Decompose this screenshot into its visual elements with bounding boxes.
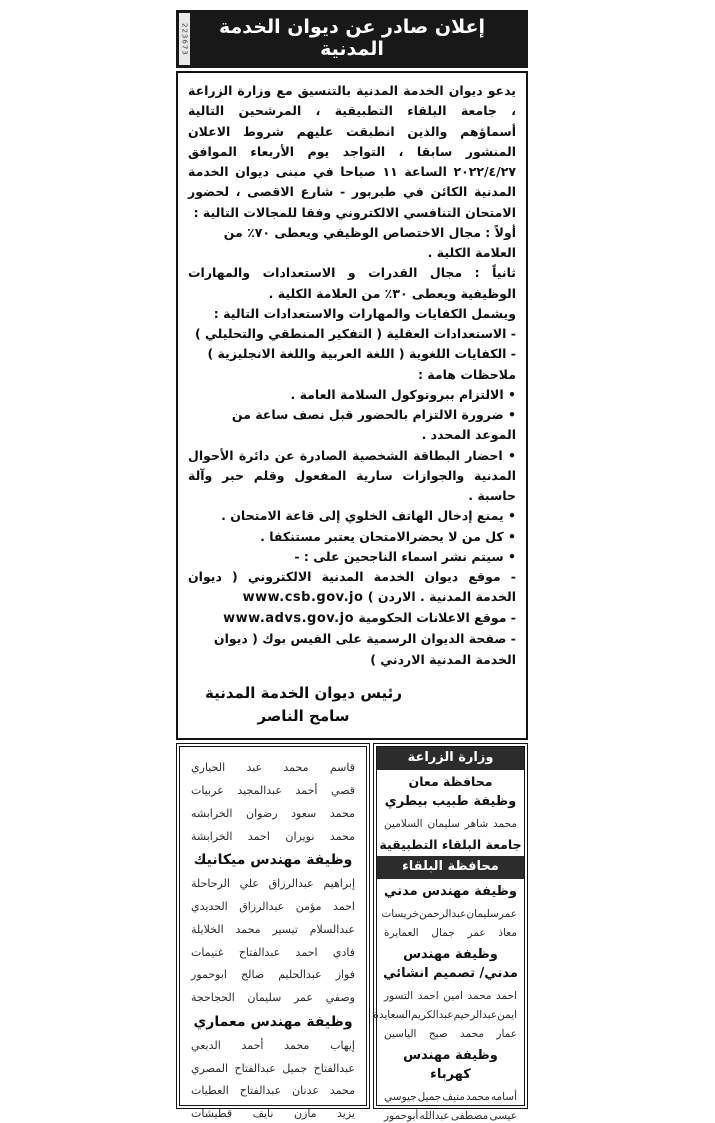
name-word: جيوسي [384, 1091, 417, 1104]
name-word: أحمد [241, 1038, 264, 1052]
job-header: وظيفة مهندس ميكانيك [193, 852, 353, 869]
name-word: قطيشات [191, 1107, 233, 1121]
name-word: سليمان [247, 991, 282, 1005]
names-section [176, 743, 528, 1123]
advs-url: www.advs.gov.jo [223, 611, 354, 627]
name-word: السعايدة [373, 1009, 411, 1022]
name-word: الخرابشه [191, 806, 233, 820]
name-word: قصي [331, 784, 355, 798]
name-word: خريسات [381, 908, 419, 921]
name-word: غنيمات [191, 945, 224, 959]
note-item: • يمنع إدخال الهاتف الخلوي إلى قاعة الامتحان . [221, 508, 516, 524]
name-word: عبد [246, 761, 263, 775]
name-word: محمد [329, 806, 355, 820]
name-row [186, 761, 360, 775]
name-row [377, 1091, 524, 1104]
name-word: عدنان [292, 1084, 319, 1098]
name-row [377, 1028, 524, 1041]
name-word: محمد [493, 818, 517, 831]
name-word: الخرابشة [191, 829, 233, 843]
name-row [186, 1107, 360, 1121]
name-word: فواز [335, 968, 355, 982]
name-word: عبدالرزاق [239, 900, 285, 914]
name-word: العطيات [191, 1084, 229, 1098]
bottom-left-column [176, 743, 370, 1121]
name-word: أحمد [295, 784, 318, 798]
name-word: محمد [283, 761, 309, 775]
name-row [186, 1062, 360, 1076]
note-item: • كل من لا يحضرالامتحان يعتبر مستنكفا . [260, 528, 516, 544]
note-item: • ضرورة الالتزام بالحضور قبل نصف ساعة من الموعد المحدد . [231, 407, 516, 443]
name-word: عبدالله [419, 1110, 450, 1123]
name-word: منيف [442, 1091, 466, 1104]
note-item: • احضار البطاقة الشخصية الصادرة عن دائرة الأحوال المدنية والجوازات سارية المفعول وقلم حبر وآلة حاسبة . [188, 447, 516, 503]
job-header: وظيفة مهندس مدني [384, 884, 517, 900]
name-row [377, 1110, 524, 1123]
results-link-csb [188, 567, 516, 608]
second-field-line: ثانياً : مجال القدرات و الاستعدادات والمهارات الوظيفية ويعطى ٣٠٪ من العلامة الكلية . [188, 265, 516, 301]
results-link-csb-label: - موقع ديوان الخدمة المدنية الالكتروني ( ديوان الخدمة المدنية . الاردن ) [188, 569, 516, 605]
results-link-advs [188, 608, 516, 629]
name-row [377, 927, 524, 940]
name-word: احمد [333, 900, 355, 914]
name-word: علي [239, 877, 259, 891]
signature-name: سامح الناصر [257, 707, 350, 726]
name-word: عبدالفتاح [313, 1061, 355, 1075]
name-word: الحجاحجة [191, 991, 235, 1005]
name-word: التسور [384, 990, 414, 1003]
name-row [186, 1039, 360, 1053]
job-header: وظيفة مهندس كهرباء [403, 1048, 498, 1083]
name-word: عبدالرحمن [419, 908, 467, 921]
job-header: وظيفة مهندس مدني/ تصميم انشائي [383, 947, 518, 982]
name-word: أبوحمور [384, 1110, 419, 1123]
title-banner [176, 10, 528, 68]
name-word: وصفي [325, 991, 355, 1005]
name-word: عربيات [191, 784, 224, 798]
name-word: إبراهيم [323, 877, 355, 891]
name-word: نايف [252, 1107, 274, 1121]
name-word: عبدالرزاق [268, 877, 314, 891]
name-row [373, 1009, 524, 1022]
name-row [377, 908, 524, 921]
name-word: محمد [329, 829, 355, 843]
name-word: عمار [496, 1028, 517, 1041]
signature-title: رئيس ديوان الخدمة المدنية [205, 683, 402, 702]
name-word: معاذ [498, 927, 517, 940]
csb-url: www.csb.gov.jo [242, 590, 364, 606]
name-word: الدبعي [191, 1038, 221, 1052]
name-word: محمد [465, 1091, 490, 1104]
name-word: احمد [496, 990, 517, 1003]
name-word: شاهر [464, 818, 489, 831]
skill-item: - الكفايات اللغوية ( اللغة العربية واللغة الانجليزية ) [207, 346, 516, 362]
ad-number: 223673 [179, 13, 190, 65]
includes-line: ويشمل الكفايات والمهارات والاستعدادات التالية : [213, 305, 516, 321]
name-word: مؤمن [295, 900, 322, 914]
name-word: رضوان [246, 806, 278, 820]
name-word: محمد [235, 922, 261, 936]
name-word: عمر [293, 991, 313, 1005]
name-word: قاسم [329, 761, 355, 775]
name-word: سليمان [466, 908, 499, 921]
name-word: الياسين [384, 1028, 417, 1041]
name-word: عبدالفتاح [239, 1084, 282, 1098]
name-row [186, 923, 360, 937]
name-row [186, 1084, 360, 1098]
name-word: ابوحمور [191, 968, 227, 982]
name-word: محمد [460, 1028, 485, 1041]
name-word: عبدالمجيد [237, 784, 282, 798]
skill-item: - الاستعدادات العقلية ( التفكير المنطقي والتحليلي ) [194, 326, 516, 341]
name-word: عمر [467, 927, 486, 940]
column-banner: محافظة البلقاء [377, 856, 524, 879]
note-item: • سيتم نشر اسماء الناجحين على : - [294, 548, 516, 564]
name-word: الحياري [191, 761, 226, 775]
name-word: محمد [467, 990, 492, 1003]
name-row [186, 900, 360, 914]
name-row [377, 818, 524, 831]
name-word: عبدالفتاح [234, 1061, 276, 1075]
name-word: إيهاب [330, 1038, 355, 1052]
column-banner: وزارة الزراعة [377, 747, 524, 770]
name-word: سعود [291, 806, 317, 820]
name-word: الرحاحلة [191, 877, 230, 891]
name-word: محمد [284, 1038, 310, 1052]
name-word: عبدالكريم [411, 1009, 454, 1022]
name-word: عبدالسلام [309, 922, 355, 936]
name-word: سليمان [427, 818, 460, 831]
name-word: احمد [247, 829, 270, 843]
name-word: عيسى [489, 1110, 517, 1123]
signature-block [196, 682, 411, 729]
name-row [186, 968, 360, 982]
name-word: الخلايلة [191, 922, 224, 936]
name-word: جمال [431, 927, 455, 940]
name-word: محمد [329, 1084, 355, 1098]
name-row [377, 990, 524, 1003]
name-row [186, 784, 360, 798]
results-link-facebook-label: - صفحة الديوان الرسمية على الفيس بوك ( ديوان الخدمة المدنية الاردني ) [213, 631, 516, 667]
column-subheader: جامعة البلقاء التطبيقية [379, 837, 522, 853]
name-word: العمايرة [384, 927, 419, 940]
name-word: مصطفى [450, 1110, 489, 1123]
note-item: • الالتزام ببروتوكول السلامة العامة . [290, 386, 516, 402]
name-row [186, 877, 360, 891]
name-word: ايمن [497, 1009, 517, 1022]
name-word: احمد [295, 945, 318, 959]
name-row [186, 946, 360, 960]
name-word: نويران [285, 829, 315, 843]
name-word: عبدالرحيم [453, 1009, 498, 1022]
page-title: إعلان صادر عن ديوان الخدمة المدنية [219, 16, 485, 60]
name-row [186, 807, 360, 821]
name-word: الحديدي [191, 900, 228, 914]
name-word: امين [443, 990, 463, 1003]
name-word: مازن [293, 1107, 317, 1121]
column-subheader: محافظة معان [408, 774, 493, 790]
name-word: احمد [417, 990, 439, 1003]
job-header: وظيفة طبيب بيطري [384, 794, 517, 810]
name-word: صالح [241, 968, 265, 982]
notes-title: ملاحظات هامة : [417, 366, 516, 382]
name-row [186, 991, 360, 1005]
name-word: فادي [332, 945, 355, 959]
name-word: عبدالحليم [278, 968, 322, 982]
name-word: جميل [282, 1061, 308, 1075]
civil-service-announcement [176, 10, 528, 1123]
name-word: صبح [428, 1028, 448, 1041]
bottom-right-column [373, 743, 528, 1123]
intro-paragraph: يدعو ديوان الخدمة المدنية بالتنسيق مع وزارة الزراعة ، جامعة البلقاء التطبيقية ، المرشحين التالية أسماؤهم والذين انطبقت عليهم شروط الاعلان المنشور سابقا ، التواجد يوم الأربعاء الموافق ٢٠٢٢/٤/٢٧ الساعة ١١ صباحا في مبنى ديوان الخدمة المدنية الكائن في طبربور - شارع الاقصى ، لحضور الامتحان التنافسي الالكتروني وفقا للمجالات التالية : [188, 83, 517, 220]
name-word: المصري [191, 1061, 229, 1075]
name-word: عبدالفتاح [238, 945, 281, 959]
name-word: السلامين [384, 818, 423, 831]
name-word: تيسير [272, 922, 298, 936]
results-link-facebook [188, 629, 516, 670]
name-word: عمر [498, 908, 517, 921]
name-word: أسامه [490, 1091, 517, 1104]
first-field-line: أولاً : مجال الاختصاص الوظيفي ويعطى ٧٠٪ من العلامة الكلية . [223, 224, 516, 260]
announcement-body-box [176, 71, 528, 740]
results-link-advs-label: - موقع الاعلانات الحكومية [358, 610, 516, 626]
name-word: يزيد [337, 1107, 355, 1121]
name-row [186, 830, 360, 844]
job-header: وظيفة مهندس معماري [193, 1013, 353, 1030]
name-word: جميل [417, 1091, 442, 1104]
